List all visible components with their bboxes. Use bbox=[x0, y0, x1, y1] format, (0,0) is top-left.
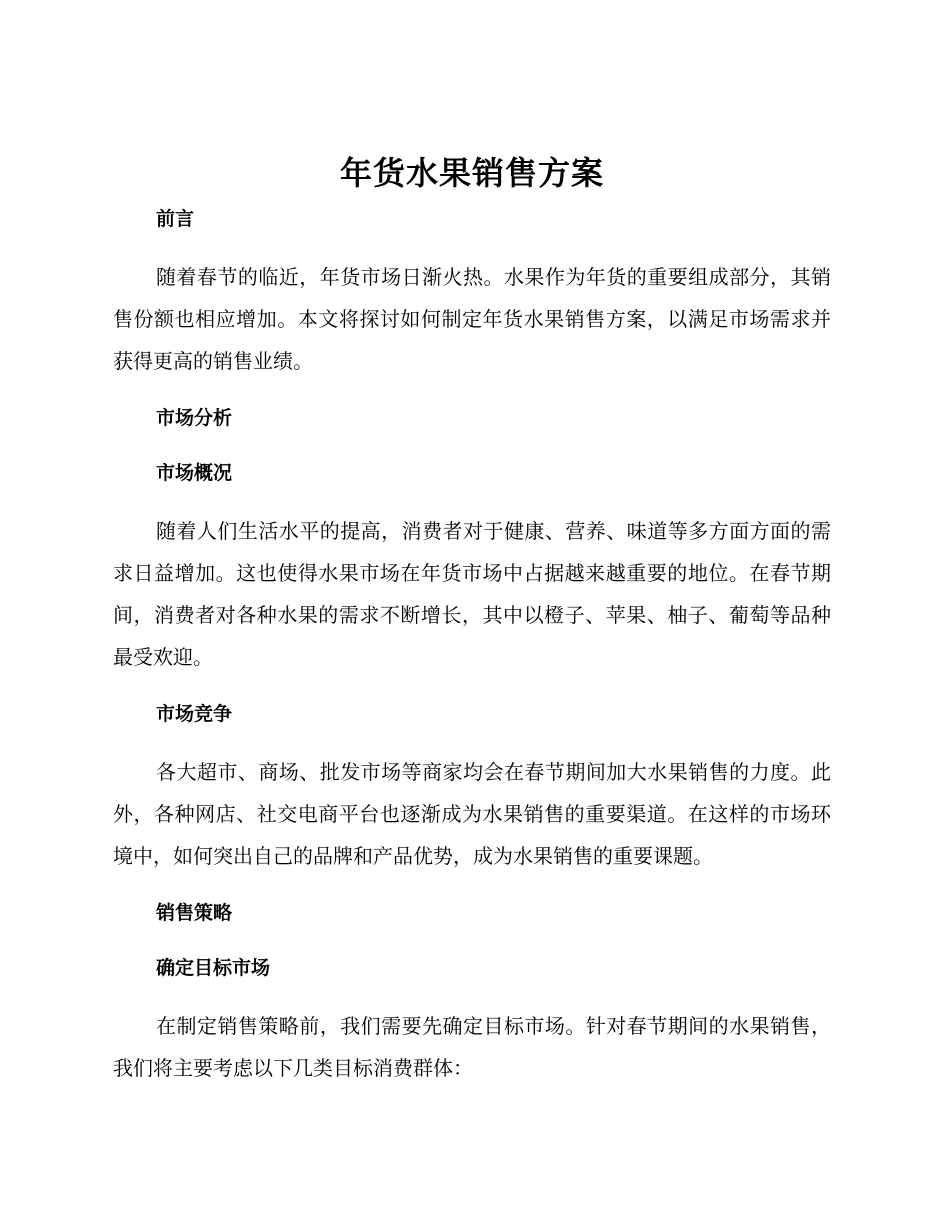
heading-sales-strategy: 销售策略 bbox=[156, 902, 233, 924]
heading-market-competition: 市场竞争 bbox=[156, 703, 233, 725]
document-page bbox=[113, 150, 831, 1089]
paragraph-market-competition: 各大超市、商场、批发市场等商家均会在春节期间加大水果销售的力度。此外，各种网店、社交电商平台也逐渐成为水果销售的重要渠道。在这样的市场环境中，如何突出自己的品牌和产品优势，成为水果销售的重要课题。 bbox=[113, 760, 831, 868]
heading-market-overview: 市场概况 bbox=[156, 462, 233, 484]
paragraph-market-overview: 随着人们生活水平的提高，消费者对于健康、营养、味道等多方面方面的需求日益增加。这也使得水果市场在年货市场中占据越来越重要的地位。在春节期间，消费者对各种水果的需求不断增长，其中以橙子、苹果、柚子、葡萄等品种最受欢迎。 bbox=[113, 519, 831, 669]
heading-target-market: 确定目标市场 bbox=[156, 957, 271, 979]
paragraph-target-market: 在制定销售策略前，我们需要先确定目标市场。针对春节期间的水果销售，我们将主要考虑以下几类目标消费群体： bbox=[113, 1014, 831, 1080]
document-title: 年货水果销售方案 bbox=[339, 154, 604, 192]
heading-preface: 前言 bbox=[156, 208, 195, 230]
paragraph-preface: 随着春节的临近，年货市场日渐火热。水果作为年货的重要组成部分，其销售份额也相应增加。本文将探讨如何制定年货水果销售方案，以满足市场需求并获得更高的销售业绩。 bbox=[113, 265, 831, 373]
heading-market-analysis: 市场分析 bbox=[156, 407, 233, 429]
